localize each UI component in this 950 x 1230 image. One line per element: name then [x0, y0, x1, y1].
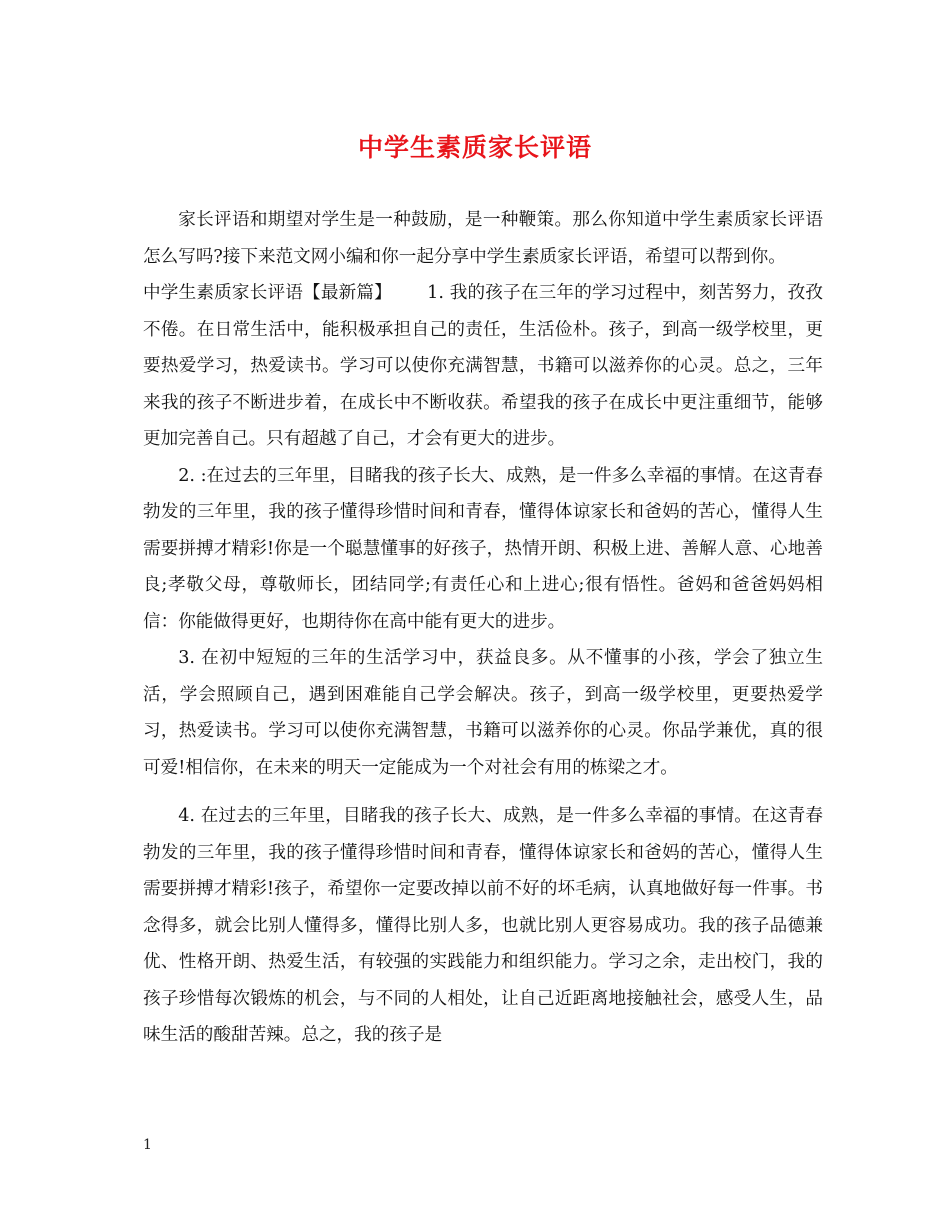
comment-item-3: 3. 在初中短短的三年的生活学习中，获益良多。从不懂事的小孩，学会了独立生活，学会照顾自己，遇到困难能自己学会解决。孩子，到高一级学校里，更要热爱学习，热爱读书。学习可以使你充满智慧，书籍可以滋养你的心灵。你品学兼优，真的很可爱!相信你，在未来的明天一定能成为一个对社会有用的栋梁之才。 — [143, 648, 823, 778]
intro-paragraph: 家长评语和期望对学生是一种鼓励，是一种鞭策。那么你知道中学生素质家长评语怎么写吗?接下来范文网小编和你一起分享中学生素质家长评语，希望可以帮到你。 — [143, 210, 823, 267]
comment-item-4: 4. 在过去的三年里，目睹我的孩子长大、成熟，是一件多么幸福的事情。在这青春勃发的三年里，我的孩子懂得珍惜时间和青春，懂得体谅家长和爸妈的苦心，懂得人生需要拼搏才精彩!孩子，希望你一定要改掉以前不好的坏毛病，认真地做好每一件事。书念得多，就会比别人懂得多，懂得比别人多，也就比别人更容易成功。我的孩子品德兼优、性格开朗、热爱生活，有较强的实践能力和组织能力。学习之余，走出校门，我的孩子珍惜每次锻炼的机会，与不同的人相处，让自己近距离地接触社会，感受人生，品味生活的酸甜苦辣。总之，我的孩子是 — [143, 806, 823, 1045]
document-body — [143, 202, 823, 1054]
section-heading: 中学生素质家长评语【最新篇】 — [143, 283, 392, 303]
comment-item-2: 2. :在过去的三年里，目睹我的孩子长大、成熟，是一件多么幸福的事情。在这青春勃发的三年里，我的孩子懂得珍惜时间和青春，懂得体谅家长和爸妈的苦心，懂得人生需要拼搏才精彩!你是一个聪慧懂事的好孩子，热情开朗、积极上进、善解人意、心地善良;孝敬父母，尊敬师长，团结同学;有责任心和上进心;很有悟性。爸妈和爸爸妈妈相信：你能做得更好，也期待你在高中能有更大的进步。 — [143, 465, 823, 632]
page-number: 1 — [143, 1137, 152, 1153]
document-title: 中学生素质家长评语 — [357, 133, 592, 162]
comment-item-1: 1. 我的孩子在三年的学习过程中，刻苦努力，孜孜不倦。在日常生活中，能积极承担自己的责任，生活俭朴。孩子，到高一级学校里，更要热爱学习，热爱读书。学习可以使你充满智慧，书籍可以滋养你的心灵。总之，三年来我的孩子不断进步着，在成长中不断收获。希望我的孩子在成长中更注重细节，能够更加完善自己。只有超越了自己，才会有更大的进步。 — [143, 283, 823, 449]
section-paragraph-1 — [143, 275, 823, 458]
